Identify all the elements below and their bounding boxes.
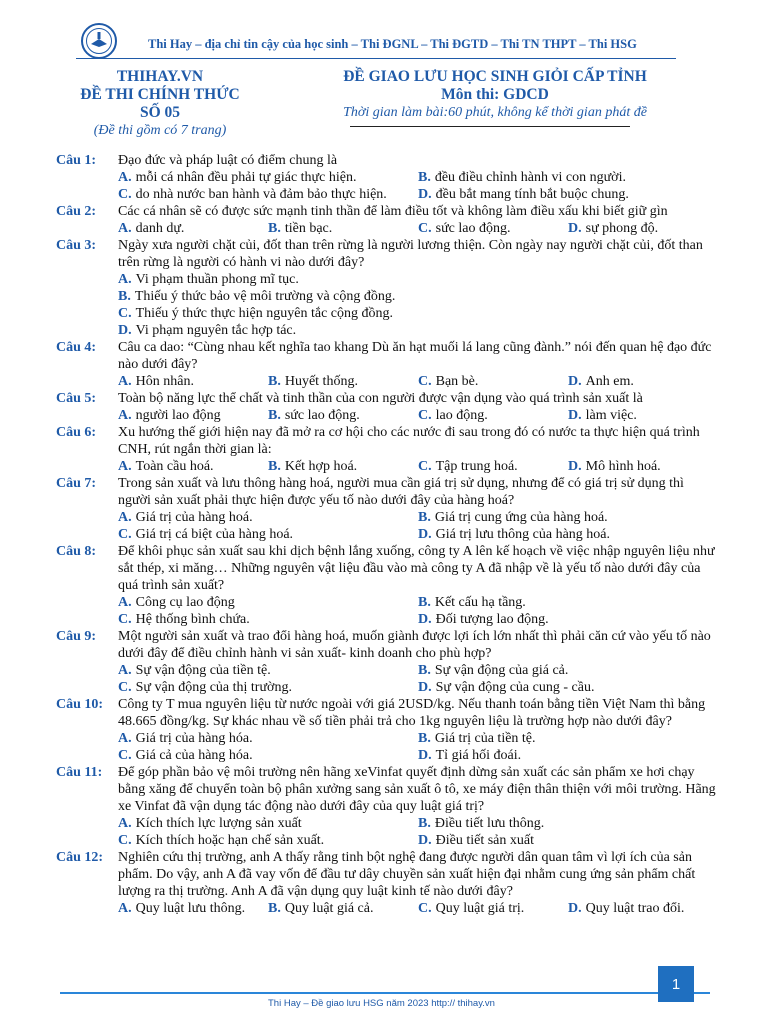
answer-option [418, 815, 718, 832]
question-stem: Để góp phần bảo vệ môi trường nên hãng xeVinfat quyết định dừng sản xuất các sản phẩm xe hơi chạy bằng xăng để chuyển toàn bộ phân xưởng sang sản xuất ô tô, xe máy điện thân thiện với môi trường. Hãng xe Vinfat đã vận dụng tác động nào dưới đây của quy luật giá trị? [118, 765, 716, 814]
option-text: Vi phạm thuần phong mĩ tục. [135, 272, 299, 287]
question-stem: Một người sản xuất và trao đổi hàng hoá, muốn giành được lợi ích lớn nhất thì phải căn cứ vào yếu tố nào dưới đây để điều chỉnh hành vi sản xuất- kinh doanh cho phù hợp? [118, 629, 711, 661]
question-label: Câu 2: [56, 204, 97, 219]
answer-options [118, 407, 718, 424]
answer-options [118, 900, 718, 917]
option-letter: A. [118, 170, 132, 185]
option-letter: A. [118, 272, 132, 287]
answer-option [268, 220, 418, 237]
option-letter: B. [118, 289, 131, 304]
option-letter: C. [418, 374, 432, 389]
answer-option [118, 169, 418, 186]
question-label: Câu 6: [56, 425, 97, 440]
question-label: Câu 5: [56, 391, 97, 406]
answer-option [418, 169, 718, 186]
option-text: Giá trị của tiền tệ. [434, 731, 536, 746]
question-item [56, 424, 718, 475]
answer-option [118, 730, 418, 747]
option-letter: B. [418, 663, 431, 678]
question-item [56, 203, 718, 237]
answer-option [118, 526, 418, 543]
option-text: Kết hợp hoá. [284, 459, 358, 474]
option-text: Giá cả của hàng hóa. [135, 748, 253, 763]
title-underline [350, 126, 630, 127]
question-label: Câu 11: [56, 765, 103, 780]
answer-option [118, 747, 418, 764]
option-letter: C. [118, 680, 132, 695]
option-text: người lao động [135, 408, 221, 423]
answer-option [418, 458, 568, 475]
answer-option [268, 900, 418, 917]
option-text: Kích thích lực lượng sản xuất [135, 816, 302, 831]
answer-option [118, 815, 418, 832]
answer-option [418, 373, 568, 390]
answer-option [118, 832, 418, 849]
question-label: Câu 1: [56, 153, 97, 168]
exam-type: ĐỀ THI CHÍNH THỨC [80, 86, 240, 103]
question-stem: Xu hướng thế giới hiện nay đã mở ra cơ hội cho các nước đi sau trong đó có nước ta thực hiện quá trình CNH, rút ngắn thời gian là: [118, 425, 700, 457]
option-letter: A. [118, 901, 132, 916]
answer-options [118, 662, 718, 696]
option-letter: B. [268, 459, 281, 474]
option-letter: C. [118, 833, 132, 848]
answer-option [268, 458, 418, 475]
option-text: đều bắt mang tính bắt buộc chung. [435, 187, 629, 202]
header-divider [76, 58, 676, 59]
option-letter: D. [568, 408, 582, 423]
answer-options [118, 169, 718, 203]
answer-option [118, 594, 418, 611]
question-stem: Công ty T mua nguyên liệu từ nước ngoài với giá 2USD/kg. Nếu thanh toán bằng tiền Việt Nam thì bằng 48.665 đồng/kg. Sự khác nhau về số tiền phải trả cho 1kg nguyên liệu là trường hợp nào dưới đây? [118, 697, 706, 729]
answer-option [118, 186, 418, 203]
answer-option [568, 900, 718, 917]
option-letter: D. [418, 680, 432, 695]
option-letter: C. [418, 221, 432, 236]
answer-option [418, 900, 568, 917]
question-item [56, 339, 718, 390]
answer-options [118, 373, 718, 390]
option-text: Tỉ giá hối đoái. [435, 748, 522, 763]
answer-option [418, 220, 568, 237]
option-text: Giá trị của hàng hoá. [135, 510, 253, 525]
question-stem: Trong sản xuất và lưu thông hàng hoá, người mua cần giá trị sử dụng, nhưng để có giá trị sử dụng thì người sản xuất phải thực hiện được yếu tố nào dưới đây của hàng hoá? [118, 476, 684, 508]
option-letter: C. [118, 612, 132, 627]
option-text: sức lao động. [435, 221, 511, 236]
option-text: Toàn cầu hoá. [135, 459, 214, 474]
answer-options [118, 815, 718, 849]
option-text: Quy luật giá cả. [284, 901, 374, 916]
option-letter: B. [268, 221, 281, 236]
option-text: do nhà nước ban hành và đảm bảo thực hiện. [135, 187, 387, 202]
option-text: danh dự. [135, 221, 185, 236]
answer-option [418, 730, 718, 747]
option-text: Sự vận động của thị trường. [135, 680, 292, 695]
answer-option [118, 407, 268, 424]
option-letter: B. [268, 374, 281, 389]
option-text: Hệ thống bình chứa. [135, 612, 250, 627]
option-text: lao động. [435, 408, 488, 423]
option-letter: A. [118, 816, 132, 831]
answer-option [568, 373, 718, 390]
answer-option [118, 679, 418, 696]
answer-option [418, 832, 718, 849]
option-letter: D. [568, 459, 582, 474]
answer-options [118, 458, 718, 475]
exam-title: ĐỀ GIAO LƯU HỌC SINH GIỎI CẤP TỈNH [343, 68, 647, 85]
question-item [56, 849, 718, 917]
answer-option [268, 373, 418, 390]
option-text: Anh em. [585, 374, 634, 389]
option-text: Giá trị cung ứng của hàng hoá. [434, 510, 608, 525]
option-text: Thiếu ý thức bảo vệ môi trường và cộng đồng. [134, 289, 396, 304]
answer-option [568, 407, 718, 424]
option-text: Kết cấu hạ tầng. [434, 595, 526, 610]
option-text: Vi phạm nguyên tắc hợp tác. [135, 323, 297, 338]
answer-option [418, 509, 718, 526]
answer-option [418, 407, 568, 424]
answer-option [568, 220, 718, 237]
option-letter: A. [118, 510, 132, 525]
option-text: tiền bạc. [284, 221, 333, 236]
option-letter: D. [418, 612, 432, 627]
question-stem: Nghiên cứu thị trường, anh A thấy rằng tinh bột nghệ đang được người dân quan tâm vì lợi ích của sản phẩm. Do vậy, anh A đã vay vốn để đầu tư dây chuyền sản xuất hiện đại nhằm cung ứng sản phẩm chất lượng ra thị trường. Anh A đã vận dụng quy luật kinh tế nào dưới đây? [118, 850, 696, 899]
answer-option [118, 305, 718, 322]
answer-option [418, 186, 718, 203]
answer-options [118, 271, 718, 339]
answer-options [118, 509, 718, 543]
answer-option [118, 611, 418, 628]
option-letter: B. [418, 170, 431, 185]
option-letter: C. [118, 527, 132, 542]
answer-option [118, 373, 268, 390]
option-text: Giá trị của hàng hóa. [135, 731, 253, 746]
option-letter: C. [418, 408, 432, 423]
question-stem: Ngày xưa người chặt củi, đốt than trên rừng là người lương thiện. Còn ngày nay người chặt củi, đốt than trên rừng là người có hành vi nào dưới đây? [118, 238, 703, 270]
question-label: Câu 9: [56, 629, 97, 644]
option-letter: A. [118, 663, 132, 678]
exam-subject: Môn thi: GDCD [441, 86, 549, 103]
footer-text: Thi Hay – Đề giao lưu HSG năm 2023 http:// thihay.vn [268, 998, 495, 1009]
question-label: Câu 7: [56, 476, 97, 491]
question-stem: Các cá nhân sẽ có được sức mạnh tinh thần để làm điều tốt và không làm điều xấu khi biết giữ gìn [118, 204, 668, 219]
answer-option [418, 594, 718, 611]
option-letter: A. [118, 408, 132, 423]
answer-option [418, 679, 718, 696]
option-letter: C. [418, 901, 432, 916]
option-letter: D. [568, 901, 582, 916]
page-number: 1 [658, 966, 694, 1002]
option-letter: D. [418, 187, 432, 202]
question-stem: Câu ca dao: “Cùng nhau kết nghĩa tao khang Dù ăn hạt muối lá lang cũng đành.” nói đến quan hệ đạo đức nào dưới đây? [118, 340, 712, 372]
question-stem: Đạo đức và pháp luật có điểm chung là [118, 153, 338, 168]
header-left-block [60, 68, 260, 140]
option-letter: B. [418, 595, 431, 610]
answer-option [418, 526, 718, 543]
site-tagline: Thi Hay – địa chỉ tin cậy của học sinh – Thi ĐGNL – Thi ĐGTD – Thi TN THPT – Thi HSG [148, 37, 637, 51]
option-letter: C. [418, 459, 432, 474]
answer-option [118, 220, 268, 237]
option-text: mỗi cá nhân đều phải tự giác thực hiện. [135, 170, 357, 185]
option-text: Sự vận động của giá cả. [434, 663, 569, 678]
option-text: Mô hình hoá. [585, 459, 661, 474]
option-letter: A. [118, 731, 132, 746]
question-list [56, 152, 718, 917]
question-item [56, 475, 718, 543]
option-letter: A. [118, 595, 132, 610]
option-text: Điều tiết sản xuất [435, 833, 534, 848]
answer-options [118, 594, 718, 628]
exam-time: Thời gian làm bài:60 phút, không kể thời gian phát đề [343, 105, 647, 120]
answer-option [268, 407, 418, 424]
option-text: Giá trị cá biệt của hàng hoá. [135, 527, 294, 542]
option-text: Giá trị lưu thông của hàng hoá. [435, 527, 611, 542]
question-label: Câu 3: [56, 238, 97, 253]
answer-options [118, 730, 718, 764]
question-label: Câu 10: [56, 697, 104, 712]
answer-option [418, 747, 718, 764]
site-name: THIHAY.VN [116, 68, 204, 85]
option-text: Kích thích hoặc hạn chế sản xuất. [135, 833, 325, 848]
option-text: làm việc. [585, 408, 637, 423]
option-letter: A. [118, 459, 132, 474]
option-text: Quy luật trao đổi. [585, 901, 685, 916]
question-item [56, 237, 718, 339]
option-letter: B. [268, 901, 281, 916]
answer-option [118, 288, 718, 305]
option-letter: B. [268, 408, 281, 423]
option-text: Hôn nhân. [135, 374, 194, 389]
option-text: Thiếu ý thức thực hiện nguyên tắc cộng đồng. [135, 306, 394, 321]
option-text: Tập trung hoá. [435, 459, 518, 474]
option-text: sự phong độ. [585, 221, 659, 236]
answer-option [118, 900, 268, 917]
answer-option [418, 662, 718, 679]
question-item [56, 764, 718, 849]
answer-options [118, 220, 718, 237]
thihay-logo-icon [78, 22, 120, 60]
option-text: Công cụ lao động [135, 595, 235, 610]
question-stem: Toàn bộ năng lực thể chất và tinh thần của con người được vận dụng vào quá trình sản xuất là [118, 391, 643, 406]
option-letter: D. [568, 374, 582, 389]
option-letter: C. [118, 748, 132, 763]
option-text: Đối tượng lao động. [435, 612, 549, 627]
option-letter: D. [418, 748, 432, 763]
option-letter: D. [418, 833, 432, 848]
answer-option [418, 611, 718, 628]
option-letter: B. [418, 816, 431, 831]
pages-note: (Đề thi gồm có 7 trang) [93, 123, 227, 138]
answer-option [568, 458, 718, 475]
option-text: Huyết thống. [284, 374, 358, 389]
answer-option [118, 271, 718, 288]
question-item [56, 696, 718, 764]
option-text: Điều tiết lưu thông. [434, 816, 545, 831]
option-text: đều điều chỉnh hành vi con người. [434, 170, 626, 185]
question-label: Câu 8: [56, 544, 97, 559]
exam-number: SỐ 05 [139, 104, 181, 121]
option-letter: A. [118, 221, 132, 236]
option-letter: D. [568, 221, 582, 236]
footer-divider [60, 992, 710, 994]
option-text: Sự vận động của tiền tệ. [135, 663, 271, 678]
question-item [56, 152, 718, 203]
answer-option [118, 458, 268, 475]
option-text: sức lao động. [284, 408, 360, 423]
option-letter: C. [118, 187, 132, 202]
header-right-block [300, 68, 690, 122]
option-letter: D. [118, 323, 132, 338]
question-item [56, 390, 718, 424]
option-letter: C. [118, 306, 132, 321]
answer-option [118, 662, 418, 679]
question-stem: Để khôi phục sản xuất sau khi dịch bệnh lắng xuống, công ty A lên kế hoạch về việc nhập nguyên liệu như sắt thép, xi măng… Những nguyên vật liệu đầu vào mà công ty A đã nhập về là yếu tố nào dưới đây của quá trình sản xuất? [118, 544, 715, 593]
answer-option [118, 509, 418, 526]
option-text: Quy luật giá trị. [435, 901, 525, 916]
option-text: Bạn bè. [435, 374, 479, 389]
question-item [56, 628, 718, 696]
option-letter: B. [418, 510, 431, 525]
question-label: Câu 12: [56, 850, 104, 865]
option-text: Sự vận động của cung - cầu. [435, 680, 595, 695]
answer-option [118, 322, 718, 339]
question-label: Câu 4: [56, 340, 97, 355]
option-text: Quy luật lưu thông. [135, 901, 246, 916]
option-letter: A. [118, 374, 132, 389]
option-letter: D. [418, 527, 432, 542]
option-letter: B. [418, 731, 431, 746]
question-item [56, 543, 718, 628]
